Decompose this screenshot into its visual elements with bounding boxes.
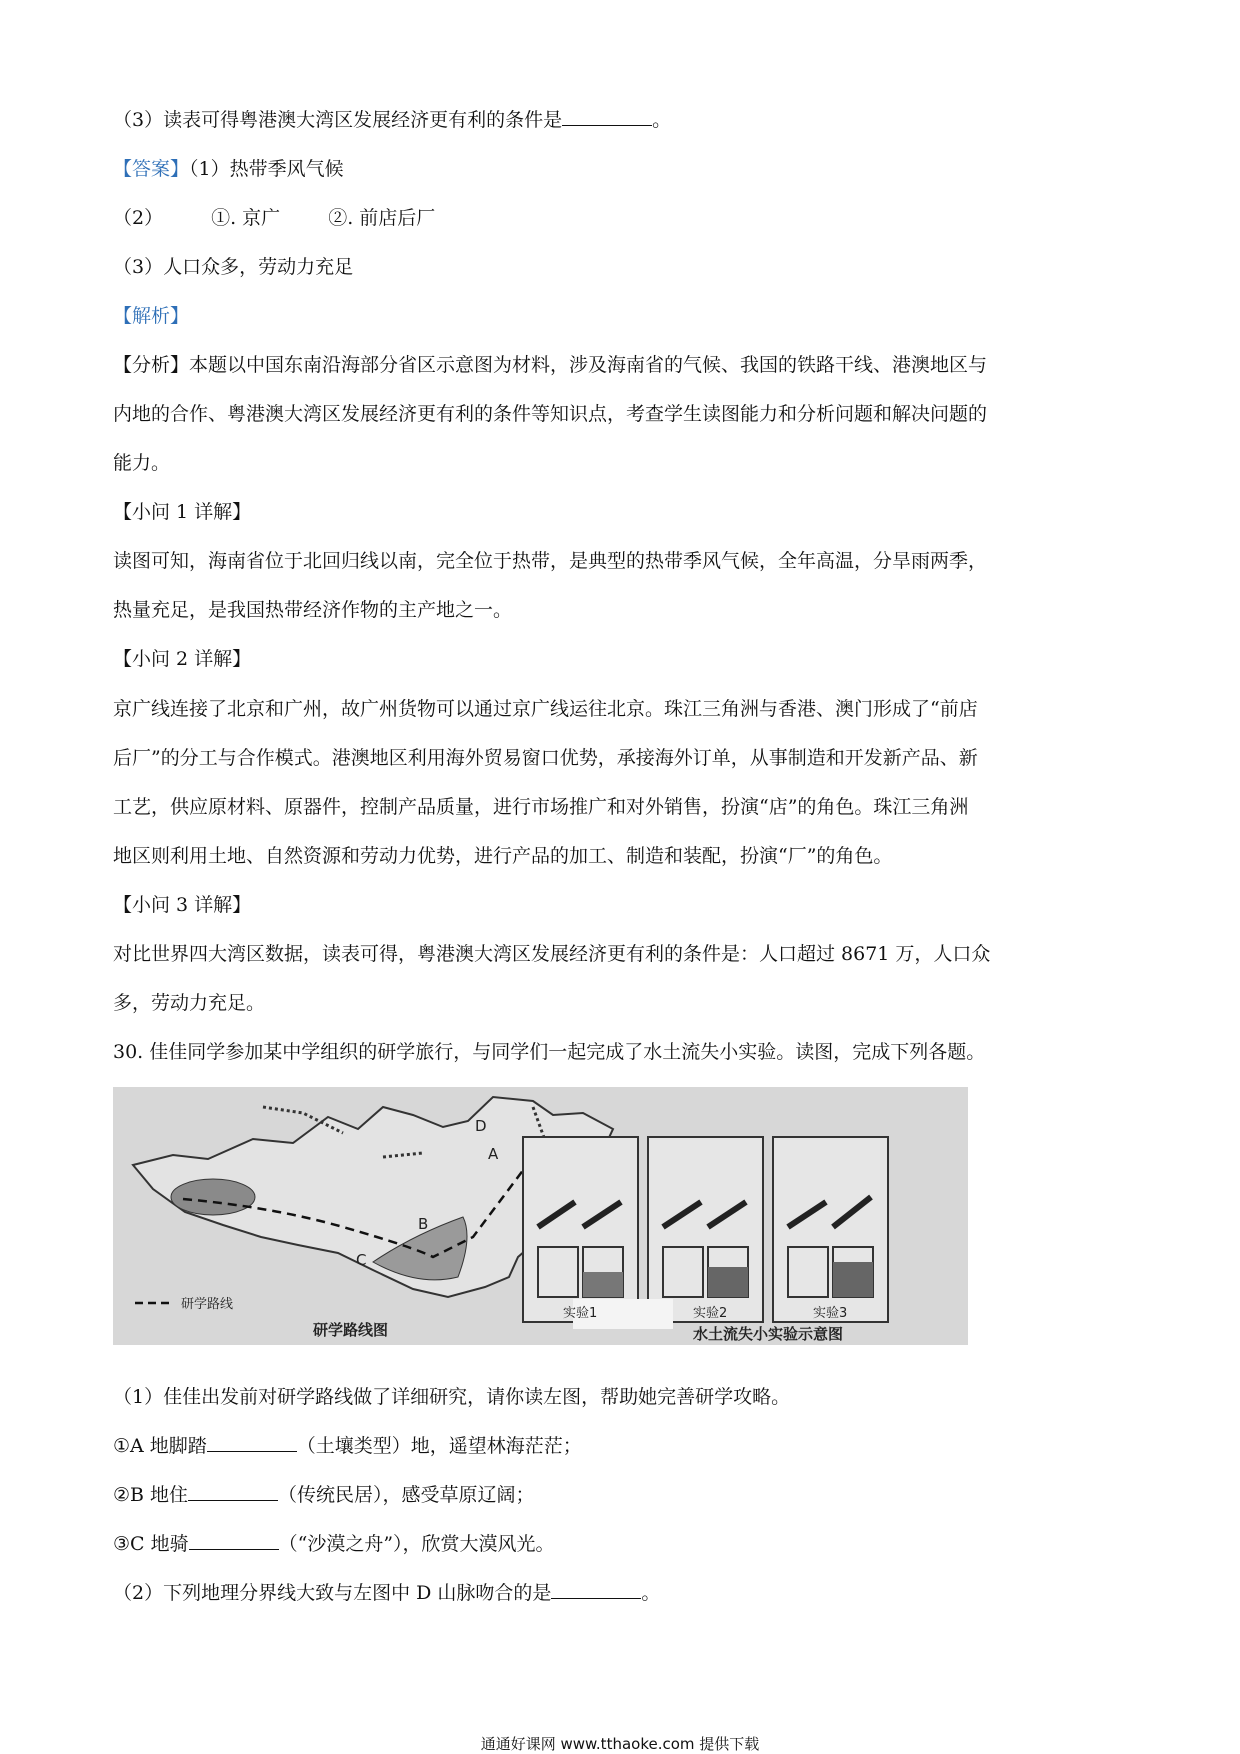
analysis-line: 能力。 bbox=[113, 452, 171, 474]
answer-line-3: （3）人口众多，劳动力充足 bbox=[113, 256, 354, 278]
experiment-panel-3 bbox=[773, 1137, 888, 1322]
map-letter-b: B bbox=[418, 1215, 429, 1233]
map-letter-c: C bbox=[356, 1251, 367, 1269]
answer-blank bbox=[562, 109, 652, 126]
map-letter-d: D bbox=[475, 1117, 487, 1135]
detail1-title: 【小问 1 详解】 bbox=[113, 501, 252, 523]
map-letter-a: A bbox=[488, 1145, 499, 1163]
answer-blank bbox=[188, 1484, 278, 1501]
detail1-line: 热量充足，是我国热带经济作物的主产地之一。 bbox=[113, 599, 513, 621]
detail3-title: 【小问 3 详解】 bbox=[113, 894, 252, 916]
q3-prompt: （3）读表可得粤港澳大湾区发展经济更有利的条件是 。 bbox=[113, 109, 672, 131]
experiment-caption: 水土流失小实验示意图 bbox=[693, 1325, 844, 1343]
question-30: 30. 佳佳同学参加某中学组织的研学旅行，与同学们一起完成了水土流失小实验。读图，完成下列各题。 bbox=[113, 1041, 986, 1063]
question-30-2: （2）下列地理分界线大致与左图中 D 山脉吻合的是 。 bbox=[113, 1582, 661, 1604]
detail2-line: 京广线连接了北京和广州，故广州货物可以通过京广线运往北京。珠江三角洲与香港、澳门形成了“前店 bbox=[113, 698, 978, 720]
question-30-1c: ③C 地骑 （“沙漠之舟”），欣赏大漠风光。 bbox=[113, 1533, 555, 1555]
answer-line-2: （2） ①. 京广 ②. 前店后厂 bbox=[113, 207, 436, 229]
detail2-title: 【小问 2 详解】 bbox=[113, 648, 252, 670]
experiment-label-1: 实验1 bbox=[563, 1306, 598, 1321]
map-caption: 研学路线图 bbox=[313, 1321, 389, 1339]
page-footer: 通通好课网 www.tthaoke.com 提供下载 bbox=[480, 1735, 760, 1753]
question-30-1a: ①A 地脚踏 （土壤类型）地，遥望林海茫茫； bbox=[113, 1435, 582, 1457]
answer-blank bbox=[189, 1533, 279, 1550]
detail2-line: 工艺，供应原材料、原器件，控制产品质量，进行市场推广和对外销售，扮演“店”的角色。珠江三角洲 bbox=[113, 796, 969, 818]
figure-photo bbox=[113, 1087, 968, 1345]
analysis-line: 内地的合作、粤港澳大湾区发展经济更有利的条件等知识点，考查学生读图能力和分析问题和解决问题的 bbox=[113, 403, 988, 425]
experiment-panel-1 bbox=[523, 1137, 638, 1322]
question-30-1b: ②B 地住 （传统民居），感受草原辽阔； bbox=[113, 1484, 535, 1506]
experiment-label-3: 实验3 bbox=[813, 1306, 848, 1321]
experiment-panel-2 bbox=[648, 1137, 763, 1322]
question-30-1: （1）佳佳出发前对研学路线做了详细研究，请你读左图，帮助她完善研学攻略。 bbox=[113, 1386, 791, 1408]
answer-line-1: 【答案】（1）热带季风气候 bbox=[113, 158, 344, 180]
analysis-line: 【分析】本题以中国东南沿海部分省区示意图为材料，涉及海南省的气候、我国的铁路干线、港澳地区与 bbox=[113, 354, 988, 376]
detail3-line: 多，劳动力充足。 bbox=[113, 992, 266, 1014]
desert-region bbox=[171, 1179, 255, 1215]
experiment-label-2: 实验2 bbox=[693, 1306, 728, 1321]
detail2-line: 后厂”的分工与合作模式。港澳地区利用海外贸易窗口优势，承接海外订单，从事制造和开发新产品、新 bbox=[113, 747, 978, 769]
answer-blank bbox=[551, 1582, 641, 1599]
detail2-line: 地区则利用土地、自然资源和劳动力优势，进行产品的加工、制造和装配，扮演“厂”的角色。 bbox=[113, 845, 893, 867]
detail3-line: 对比世界四大湾区数据，读表可得，粤港澳大湾区发展经济更有利的条件是：人口超过 8671 万，人口众 bbox=[113, 943, 991, 965]
answer-blank bbox=[207, 1435, 297, 1452]
analysis-tag: 【解析】 bbox=[113, 305, 190, 327]
route-legend-label: 研学路线 bbox=[181, 1297, 234, 1312]
detail1-line: 读图可知，海南省位于北回归线以南，完全位于热带，是典型的热带季风气候，全年高温，分旱雨两季， bbox=[113, 550, 988, 572]
